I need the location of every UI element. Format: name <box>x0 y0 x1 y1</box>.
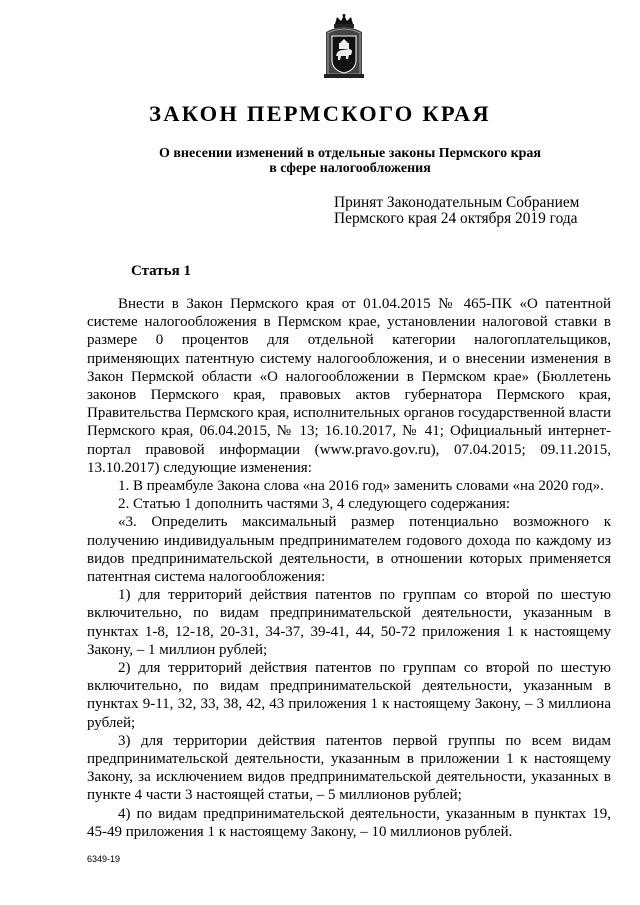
paragraph: 1) для территорий действия патентов по группам со второй по шестую включительно, по видам предпринимательской деятельности, указанным в пунктах 1-8, 12-18, 20-31, 34-37, 39-41, 44, 50-72 приложения 1 к настоящему Закону, – 1 миллион рублей; <box>87 587 611 658</box>
paragraph: Внести в Закон Пермского края от 01.04.2015 № 465-ПК «О патентной системе налогообложения в Пермском крае, установлении налоговой ставки в размере 0 процентов для отдельной категории налогоплательщиков, применяющих патентную систему налогообложения, и о внесении изменения в Закон Пермской области «О налогообложении в Пермском крае» (Бюллетень законов Пермского края, правовых актов губернатора Пермского края, Правительства Пермского края, исполнительных органов государственной власти Пермского края, 06.04.2015, № 13; 16.10.2017, № 41; Официальный интернет-портал правовой информации (www.pravo.gov.ru), 07.04.2015; 09.11.2015, 13.10.2017) следующие изменения: <box>87 296 611 476</box>
paragraph: «3. Определить максимальный размер потенциально возможного к получению индивидуальным предпринимателем годового дохода по каждому из видов предпринимательской деятельности, в отношении которых применяется патентная система налогообложения: <box>87 514 611 586</box>
paragraph: 4) по видам предпринимательской деятельности, указанным в пунктах 19, 45-49 приложения 1 к настоящему Закону, – 10 миллионов рублей. <box>87 805 611 840</box>
subtitle-line: в сфере налогообложения <box>269 161 431 176</box>
adoption-line: Пермского края 24 октября 2019 года <box>334 210 578 227</box>
paragraph: 2) для территорий действия патентов по группам со второй по шестую включительно, по видам предпринимательской деятельности, указанным в пунктах 9-11, 32, 33, 38, 42, 43 приложения 1 к настоящему Закону, – 3 миллиона рублей; <box>87 660 611 731</box>
coat-of-arms-icon <box>322 14 366 80</box>
article-heading: Статья 1 <box>131 263 191 279</box>
document-title: ЗАКОН ПЕРМСКОГО КРАЯ <box>149 101 491 126</box>
paragraph: 2. Статью 1 дополнить частями 3, 4 следующего содержания: <box>118 496 511 513</box>
subtitle-line: О внесении изменений в отдельные законы Пермского края <box>158 146 541 161</box>
paragraph: 1. В преамбуле Закона слова «на 2016 год» заменить словами «на 2020 год». <box>118 478 604 495</box>
document-code: 6349-19 <box>87 854 121 864</box>
adoption-line: Принят Законодательным Собранием <box>334 194 580 211</box>
adoption-note <box>334 195 579 227</box>
document-subtitle <box>60 146 640 176</box>
article-body <box>87 295 611 841</box>
paragraph: 3) для территории действия патентов первой группы по всем видам предпринимательской деятельности, указанным в приложении 1 к настоящему Закону, за исключением видов предпринимательской деятельности, указанных в пункте 4 части 3 настоящей статьи, – 5 миллионов рублей; <box>87 732 611 804</box>
